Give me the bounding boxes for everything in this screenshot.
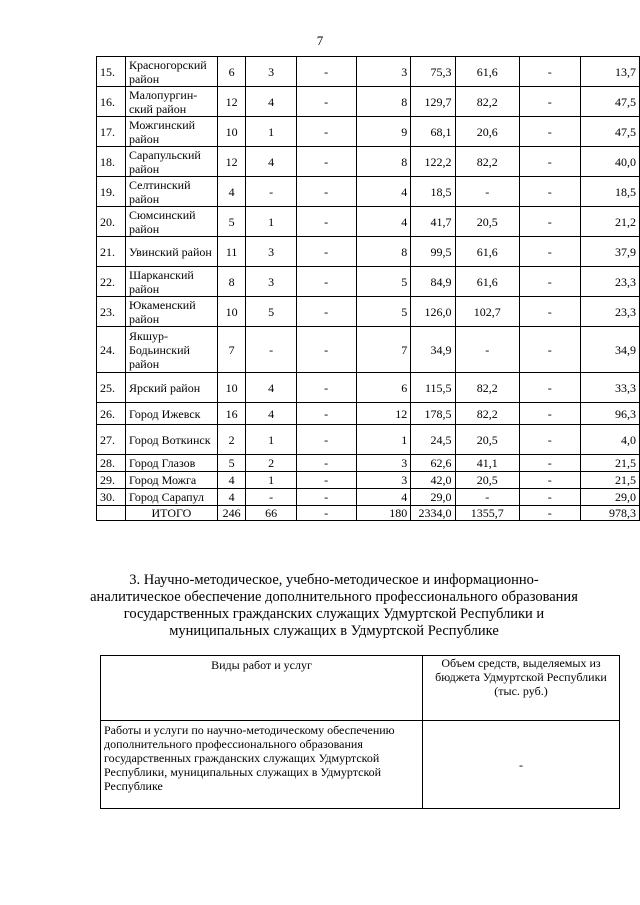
cell-c3: - [296,327,356,373]
district-name: Сюмсинский район [125,207,217,237]
table-row [97,57,640,87]
cell-c5: 18,5 [411,177,455,207]
cell-c4: 1 [356,425,411,455]
cell-c8: 4,0 [580,425,639,455]
cell-c5: 126,0 [411,297,455,327]
cell-c7: - [519,87,580,117]
row-number: 29. [97,472,126,489]
page-number: 7 [316,33,324,48]
cell-c6: - [455,327,519,373]
cell-c1: 4 [217,472,245,489]
cell-c3: - [296,455,356,472]
district-name: Город Воткинск [125,425,217,455]
district-name: Сарапульский район [125,147,217,177]
cell-c3: - [296,177,356,207]
row-number: 30. [97,489,126,506]
cell-c4: 9 [356,117,411,147]
cell-c2: 4 [246,147,296,177]
cell-c2: 4 [246,87,296,117]
cell-c1: 11 [217,237,245,267]
cell-c4: 4 [356,207,411,237]
row-number: 16. [97,87,126,117]
cell-c5: 99,5 [411,237,455,267]
cell-c3: - [296,472,356,489]
cell-c5: 41,7 [411,207,455,237]
cell-c1: 4 [217,177,245,207]
row-number: 17. [97,117,126,147]
cell-c7: - [519,57,580,87]
row-number: 15. [97,57,126,87]
cell-c1: 16 [217,403,245,425]
cell-c1: 7 [217,327,245,373]
cell-c8: 29,0 [580,489,639,506]
table-row [97,267,640,297]
cell-c1: 4 [217,489,245,506]
cell-c2: 4 [246,373,296,403]
cell-c7: - [519,117,580,147]
header-work-types: Виды работ и услуг [101,656,423,721]
cell-c2: - [246,489,296,506]
total-empty-cell [97,506,126,521]
cell-c6: 82,2 [455,147,519,177]
cell-c2: 2 [246,455,296,472]
district-name: Город Сарапул [125,489,217,506]
cell-c7: - [519,147,580,177]
cell-c8: 23,3 [580,267,639,297]
table-row [97,117,640,147]
table-row [97,455,640,472]
cell-c3: - [296,147,356,177]
cell-c6: 20,5 [455,472,519,489]
table-row [97,403,640,425]
cell-c3: - [296,425,356,455]
cell-c7: - [519,297,580,327]
cell-c3: - [296,267,356,297]
row-number: 20. [97,207,126,237]
cell-c4: 3 [356,455,411,472]
district-name: Город Глазов [125,455,217,472]
cell-c8: 21,5 [580,472,639,489]
cell-c8: 47,5 [580,117,639,147]
cell-c4: 5 [356,297,411,327]
row-number: 19. [97,177,126,207]
table-row [97,147,640,177]
cell-c4: 4 [356,489,411,506]
cell-c1: 8 [217,267,245,297]
cell-c3: - [296,297,356,327]
row-number: 21. [97,237,126,267]
cell-c2: 1 [246,472,296,489]
cell-c8: 40,0 [580,147,639,177]
cell-c6: 82,2 [455,373,519,403]
cell-c1: 6 [217,57,245,87]
cell-c4: 8 [356,237,411,267]
cell-c7: - [519,425,580,455]
cell-c2: 1 [246,207,296,237]
row-number: 24. [97,327,126,373]
cell-c4: 6 [356,373,411,403]
cell-c3: - [296,237,356,267]
cell-c5: 68,1 [411,117,455,147]
cell-c3: - [296,87,356,117]
cell-c4: 5 [356,267,411,297]
cell-c5: 34,9 [411,327,455,373]
table-row [97,373,640,403]
cell-c8: 47,5 [580,87,639,117]
district-name: Город Можга [125,472,217,489]
cell-c2: 1 [246,117,296,147]
cell-c3: - [296,117,356,147]
total-c3: - [296,506,356,521]
cell-c7: - [519,177,580,207]
total-c1: 246 [217,506,245,521]
district-name: Город Ижевск [125,403,217,425]
cell-c2: - [246,177,296,207]
cell-c5: 122,2 [411,147,455,177]
cell-c4: 3 [356,472,411,489]
cell-c5: 178,5 [411,403,455,425]
table-row [97,472,640,489]
cell-c2: 3 [246,237,296,267]
cell-c4: 8 [356,147,411,177]
total-c6: 1355,7 [455,506,519,521]
district-name: Увинский район [125,237,217,267]
cell-c7: - [519,373,580,403]
table-row [97,177,640,207]
total-c5: 2334,0 [411,506,455,521]
row-number: 23. [97,297,126,327]
cell-c2: 1 [246,425,296,455]
cell-c7: - [519,403,580,425]
total-c7: - [519,506,580,521]
cell-c5: 75,3 [411,57,455,87]
cell-c7: - [519,472,580,489]
cell-c6: 20,6 [455,117,519,147]
row-number: 28. [97,455,126,472]
cell-c6: 61,6 [455,57,519,87]
cell-c1: 12 [217,147,245,177]
cell-c5: 62,6 [411,455,455,472]
row-number: 27. [97,425,126,455]
cell-c6: 41,1 [455,455,519,472]
cell-c7: - [519,207,580,237]
services-table [100,655,620,809]
table-row [97,489,640,506]
cell-c4: 7 [356,327,411,373]
district-name: Малопургин-ский район [125,87,217,117]
cell-c1: 12 [217,87,245,117]
cell-c4: 12 [356,403,411,425]
cell-c6: 82,2 [455,403,519,425]
cell-c5: 129,7 [411,87,455,117]
cell-c7: - [519,237,580,267]
district-name: Якшур-Бодьинский район [125,327,217,373]
cell-c1: 10 [217,117,245,147]
cell-c8: 23,3 [580,297,639,327]
cell-c6: 102,7 [455,297,519,327]
section-3-title: 3. Научно-методическое, учебно-методическое и информационно-аналитическое обеспечение дополнительного профессионального образования государственных гражданских служащих Удмуртской Республики и муниципальных служащих в Удмуртской Республике [90,572,578,639]
cell-c6: 61,6 [455,267,519,297]
cell-c6: 61,6 [455,237,519,267]
cell-c8: 96,3 [580,403,639,425]
cell-c8: 21,5 [580,455,639,472]
table-row [97,237,640,267]
cell-c8: 33,3 [580,373,639,403]
cell-c6: - [455,177,519,207]
cell-c3: - [296,489,356,506]
cell-c1: 10 [217,373,245,403]
cell-c3: - [296,373,356,403]
cell-c7: - [519,489,580,506]
cell-c6: 82,2 [455,87,519,117]
district-name: Селтинский район [125,177,217,207]
services-header-row [101,656,620,721]
cell-c5: 29,0 [411,489,455,506]
cell-c2: 3 [246,57,296,87]
cell-c1: 5 [217,455,245,472]
total-c4: 180 [356,506,411,521]
cell-c2: 5 [246,297,296,327]
district-name: Шарканский район [125,267,217,297]
cell-c4: 3 [356,57,411,87]
cell-c8: 34,9 [580,327,639,373]
cell-c6: - [455,489,519,506]
cell-c2: 3 [246,267,296,297]
cell-c5: 84,9 [411,267,455,297]
cell-c3: - [296,207,356,237]
cell-c1: 2 [217,425,245,455]
row-number: 25. [97,373,126,403]
cell-c4: 8 [356,87,411,117]
cell-c7: - [519,267,580,297]
cell-c3: - [296,57,356,87]
cell-c2: 4 [246,403,296,425]
district-name: Ярский район [125,373,217,403]
row-number: 22. [97,267,126,297]
district-name: Можгинский район [125,117,217,147]
funds-value: - [423,721,620,809]
cell-c1: 10 [217,297,245,327]
cell-c2: - [246,327,296,373]
cell-c8: 21,2 [580,207,639,237]
cell-c8: 37,9 [580,237,639,267]
district-name: Красногорский район [125,57,217,87]
table-row [97,425,640,455]
cell-c6: 20,5 [455,425,519,455]
cell-c5: 42,0 [411,472,455,489]
cell-c1: 5 [217,207,245,237]
cell-c6: 20,5 [455,207,519,237]
total-c8: 978,3 [580,506,639,521]
table-row [97,87,640,117]
cell-c3: - [296,403,356,425]
cell-c8: 13,7 [580,57,639,87]
table-row [97,327,640,373]
cell-c5: 115,5 [411,373,455,403]
table-row [97,207,640,237]
cell-c5: 24,5 [411,425,455,455]
cell-c8: 18,5 [580,177,639,207]
total-label: ИТОГО [125,506,217,521]
row-number: 26. [97,403,126,425]
district-name: Юкаменский район [125,297,217,327]
cell-c7: - [519,455,580,472]
cell-c4: 4 [356,177,411,207]
districts-table [96,56,640,521]
services-row [101,721,620,809]
header-funds: Объем средств, выделяемых из бюджета Удмуртской Республики (тыс. руб.) [423,656,620,721]
cell-c7: - [519,327,580,373]
work-description: Работы и услуги по научно-методическому обеспечению дополнительного профессионального образования государственных гражданских служащих Удмуртской Республики, муниципальных служащих в Удмуртской Республике [101,721,423,809]
total-c2: 66 [246,506,296,521]
total-row [97,506,640,521]
table-row [97,297,640,327]
row-number: 18. [97,147,126,177]
